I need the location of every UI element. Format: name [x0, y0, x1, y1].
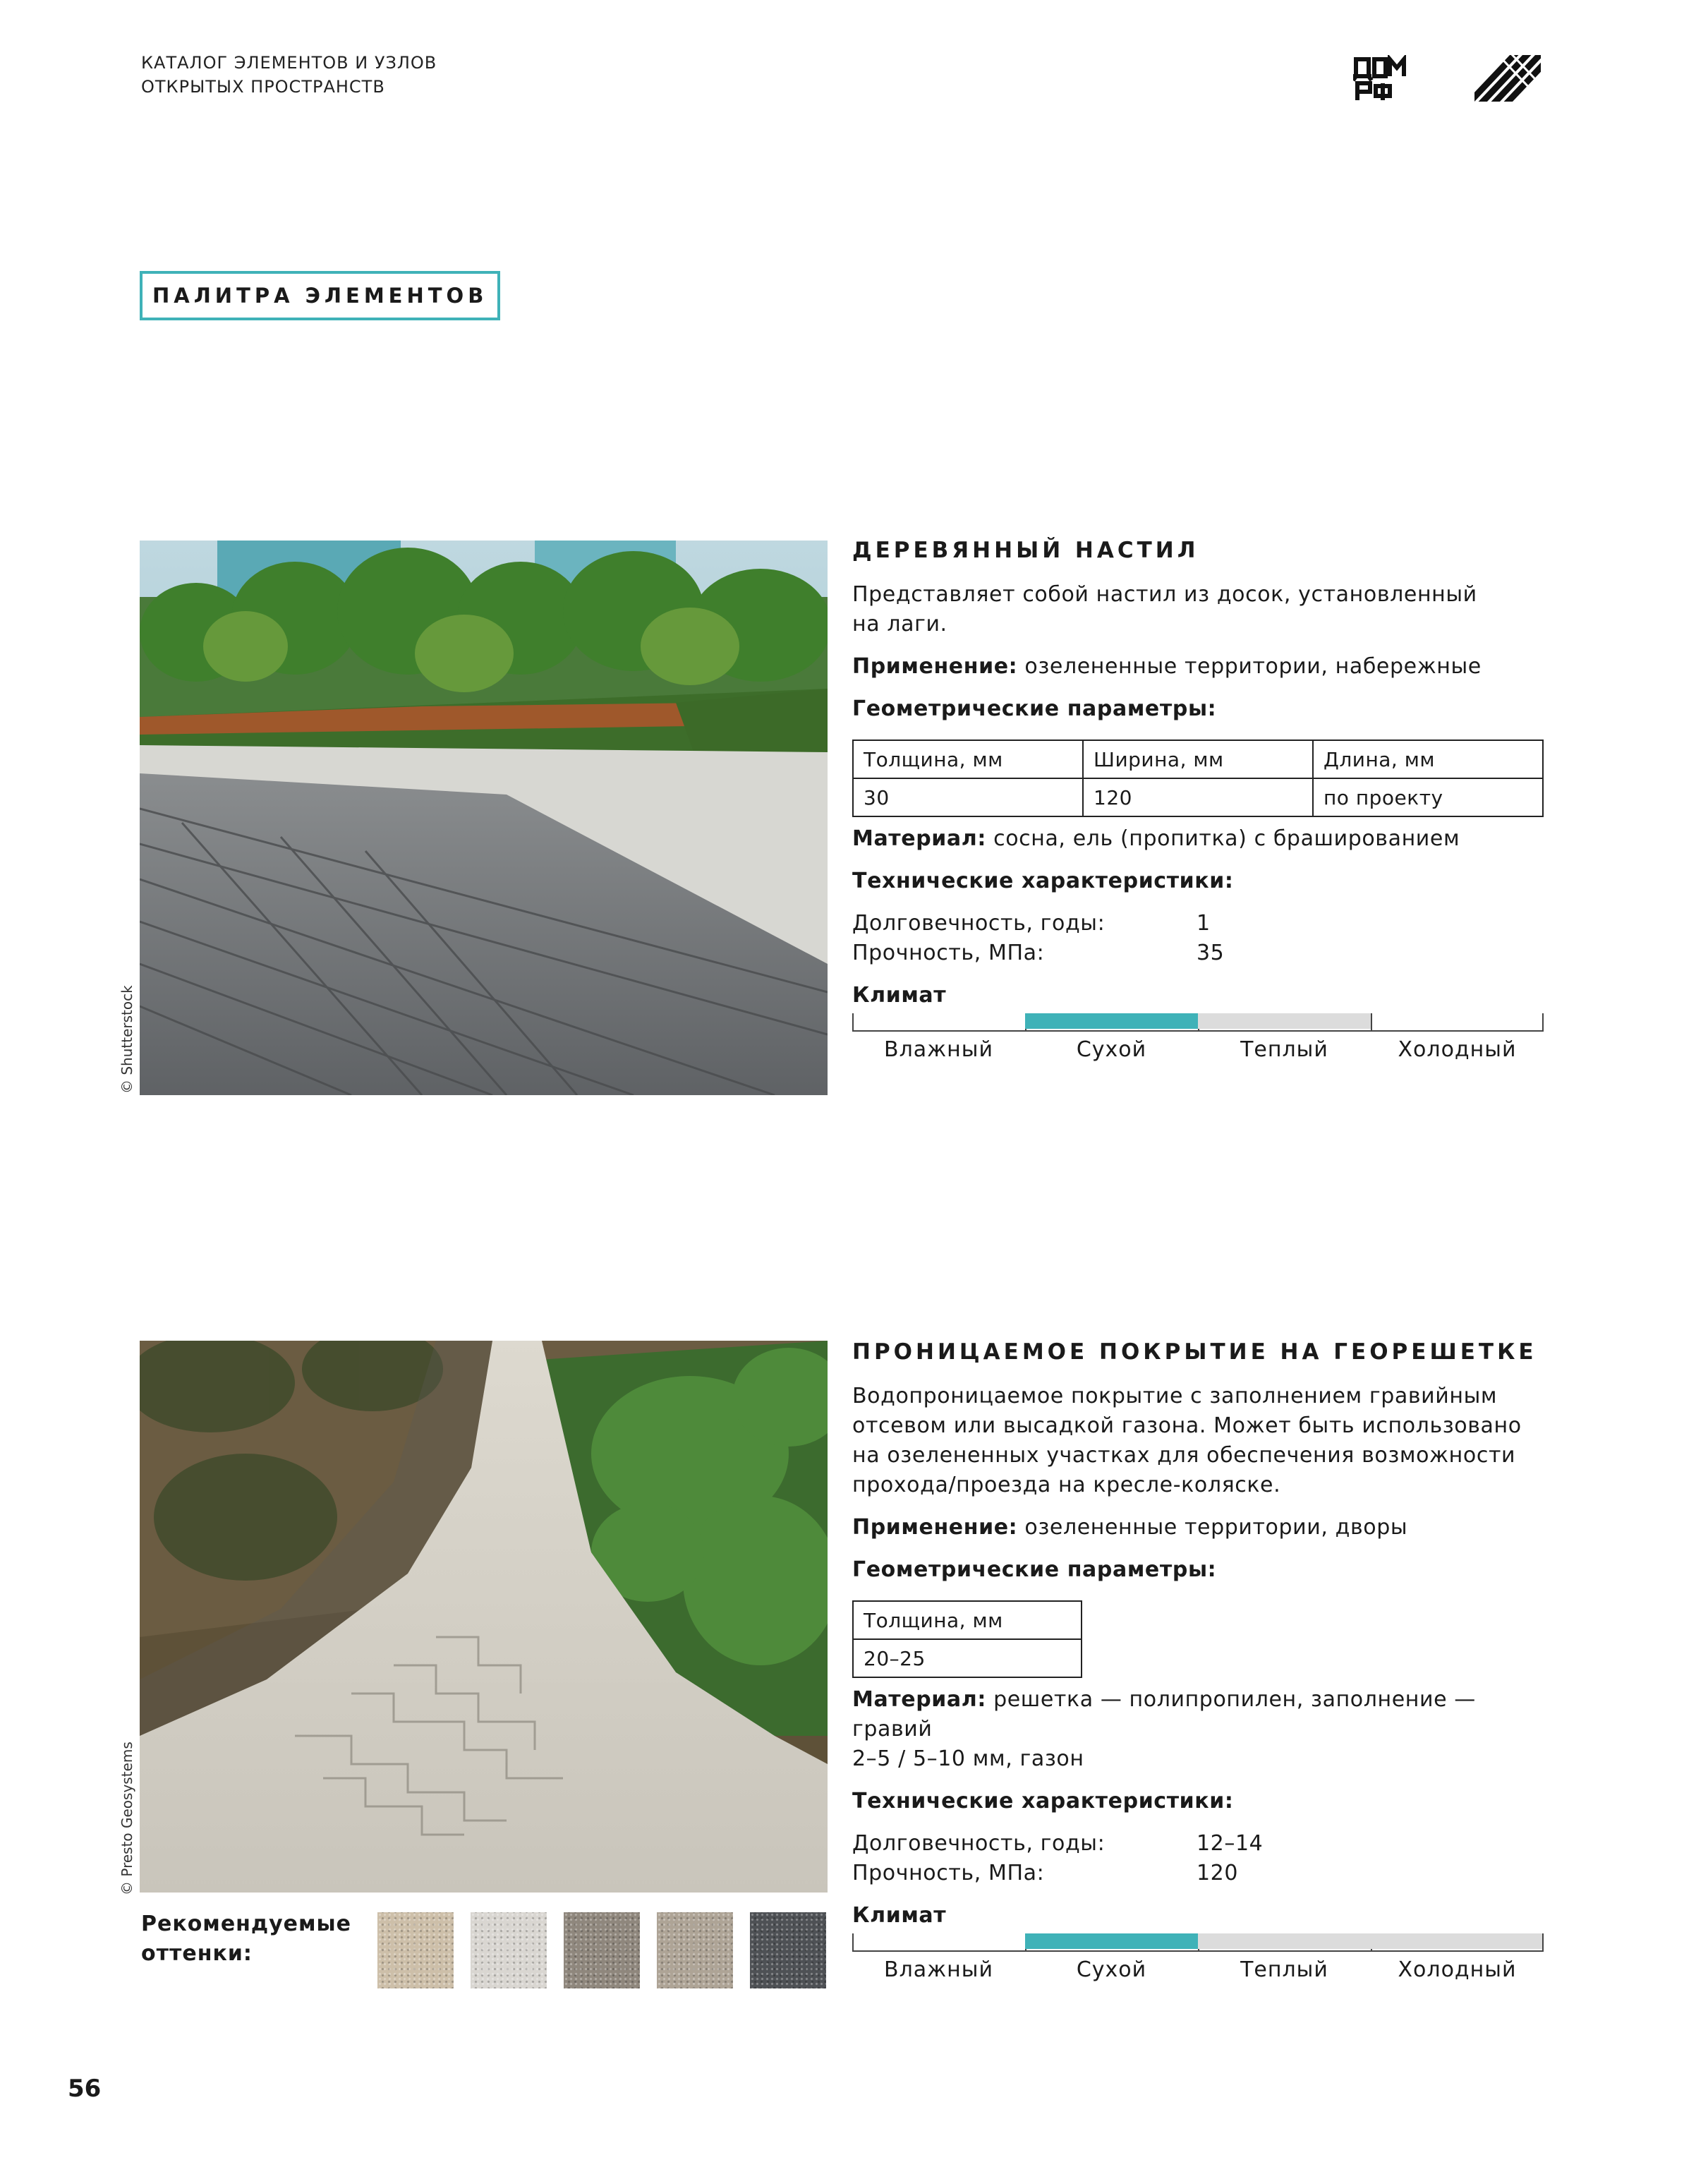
- tech-key: Прочность, МПа:: [852, 941, 1045, 965]
- tech-row: [852, 1829, 1544, 1859]
- application-label: Применение:: [852, 654, 1018, 679]
- section-geogrid: [852, 1338, 1544, 1984]
- description-text: Представляет собой настил из досок, установленный на лаги.: [852, 582, 1477, 636]
- table-cell: 20–25: [853, 1639, 1082, 1677]
- material-value: решетка — полипропилен, заполнение — гравий: [852, 1687, 1476, 1742]
- climate-segment-dry: [1025, 1013, 1198, 1032]
- tech-row: [852, 938, 1544, 968]
- climate-segment-warm: [1198, 1013, 1371, 1032]
- material-line: [852, 824, 1544, 854]
- material-label: Материал:: [852, 1687, 986, 1712]
- climate-bar: [852, 1013, 1544, 1032]
- geometry-label: Геометрические параметры:: [852, 1557, 1217, 1582]
- climate-labels: [852, 1956, 1544, 1984]
- climate-option: Холодный: [1398, 1037, 1517, 1062]
- climate-option: Влажный: [884, 1037, 993, 1062]
- table-header-cell: Длина, мм: [1313, 740, 1543, 778]
- description-line: на озелененных участках для обеспечения возможности: [852, 1443, 1516, 1468]
- table-cell: 30: [853, 778, 1083, 816]
- climate-label: Климат: [852, 983, 947, 1008]
- tech-row: [852, 909, 1544, 938]
- climate-bar: [852, 1933, 1544, 1952]
- recommended-shades-label: [141, 1909, 351, 1969]
- shade-swatch-4: [657, 1912, 733, 1988]
- climate-segment-warm: [1198, 1933, 1371, 1952]
- tech-list: [852, 1829, 1544, 1888]
- geogrid-path-photo: [140, 1341, 828, 1893]
- table-row: [853, 778, 1543, 816]
- catalog-title-line1: КАТАЛОГ ЭЛЕМЕНТОВ И УЗЛОВ: [141, 53, 437, 73]
- climate-option: Теплый: [1240, 1037, 1328, 1062]
- palette-badge: [140, 271, 500, 320]
- climate-option: Сухой: [1076, 1037, 1147, 1062]
- shade-swatch-5: [750, 1912, 826, 1988]
- section-wooden-deck: [852, 536, 1544, 1064]
- application-line: [852, 652, 1544, 682]
- geometry-label: Геометрические параметры:: [852, 696, 1217, 721]
- shades-label-line2: оттенки:: [141, 1941, 253, 1966]
- climate-label: Климат: [852, 1903, 947, 1928]
- application-label: Применение:: [852, 1515, 1018, 1540]
- table-header-cell: Ширина, мм: [1083, 740, 1313, 778]
- shade-swatch-2: [471, 1912, 547, 1988]
- wooden-deck-photo: [140, 541, 828, 1095]
- climate-labels: [852, 1036, 1544, 1064]
- dom-rf-logo: [1353, 55, 1407, 103]
- table-header-cell: Толщина, мм: [853, 740, 1083, 778]
- catalog-title: [141, 51, 437, 99]
- climate-option: Сухой: [1076, 1957, 1147, 1982]
- tech-key: Долговечность, годы:: [852, 911, 1106, 936]
- tech-key: Прочность, МПа:: [852, 1861, 1045, 1885]
- palette-badge-label: ПАЛИТРА ЭЛЕМЕНТОВ: [152, 284, 488, 308]
- tech-label: Технические характеристики:: [852, 869, 1234, 893]
- photo-credit-1: © Shutterstock: [119, 985, 135, 1094]
- tech-label: Технические характеристики:: [852, 1789, 1234, 1813]
- table-cell: 120: [1083, 778, 1313, 816]
- description-line: отсевом или высадкой газона. Может быть использовано: [852, 1413, 1522, 1438]
- table-cell: по проекту: [1313, 778, 1543, 816]
- tech-value: 120: [1197, 1861, 1239, 1885]
- description-line: Водопроницаемое покрытие с заполнением гравийным: [852, 1384, 1498, 1408]
- application-line: [852, 1513, 1544, 1543]
- climate-segment-dry: [1025, 1933, 1198, 1952]
- tech-value: 12–14: [1197, 1831, 1264, 1856]
- climate-segment-cold: [1371, 1013, 1544, 1032]
- tech-value: 1: [1197, 911, 1211, 936]
- section-description: [852, 580, 1487, 639]
- climate-segment-cold: [1371, 1933, 1544, 1952]
- tech-key: Долговечность, годы:: [852, 1831, 1106, 1856]
- table-row: [853, 1639, 1082, 1677]
- tech-value: 35: [1197, 941, 1225, 965]
- material-value: сосна, ель (пропитка) с брашированием: [993, 826, 1460, 851]
- photo-credit-2: © Presto Geosystems: [119, 1742, 135, 1895]
- geometry-table: [852, 1600, 1082, 1678]
- table-row: [853, 1601, 1082, 1639]
- description-line: прохода/проезда на кресле-коляске.: [852, 1473, 1281, 1497]
- material-label: Материал:: [852, 826, 986, 851]
- shades-label-line1: Рекомендуемые: [141, 1912, 352, 1936]
- table-header-cell: Толщина, мм: [853, 1601, 1082, 1639]
- catalog-title-line2: ОТКРЫТЫХ ПРОСТРАНСТВ: [141, 77, 385, 97]
- page-number: 56: [68, 2075, 102, 2103]
- shade-swatch-1: [377, 1912, 454, 1988]
- geometry-table: [852, 740, 1544, 817]
- section-title: ПРОНИЦАЕМОЕ ПОКРЫТИЕ НА ГЕОРЕШЕТКЕ: [852, 1339, 1537, 1365]
- material-line: [852, 1685, 1544, 1774]
- tech-row: [852, 1859, 1544, 1888]
- table-row: [853, 740, 1543, 778]
- climate-option: Теплый: [1240, 1957, 1328, 1982]
- section-title: ДЕРЕВЯННЫЙ НАСТИЛ: [852, 538, 1199, 563]
- climate-option: Влажный: [884, 1957, 993, 1982]
- climate-segment-humid: [852, 1013, 1025, 1032]
- climate-segment-humid: [852, 1933, 1025, 1952]
- material-value-cont: 2–5 / 5–10 мм, газон: [852, 1746, 1084, 1771]
- section-description: [852, 1382, 1544, 1500]
- climate-option: Холодный: [1398, 1957, 1517, 1982]
- application-value: озелененные территории, набережные: [1024, 654, 1482, 679]
- pattern-logo: [1474, 55, 1541, 102]
- shade-swatch-3: [564, 1912, 640, 1988]
- application-value: озелененные территории, дворы: [1024, 1515, 1408, 1540]
- tech-list: [852, 909, 1544, 968]
